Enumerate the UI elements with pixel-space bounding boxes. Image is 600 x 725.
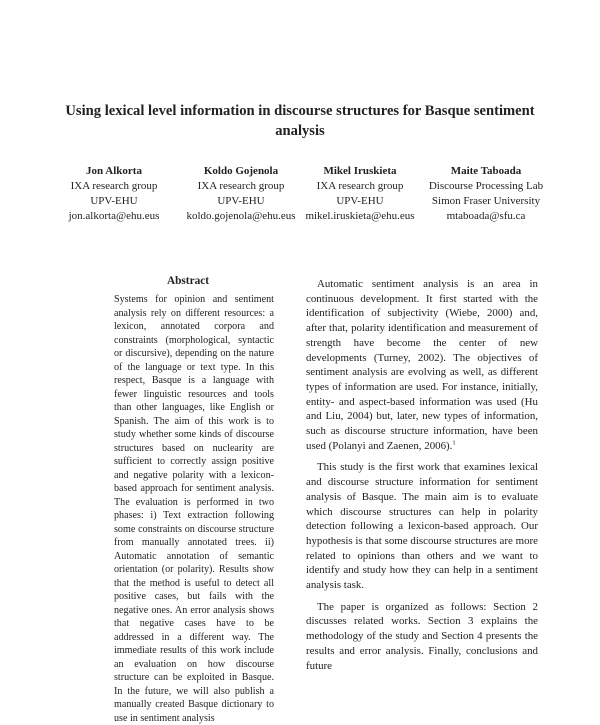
author-institution: Simon Fraser University bbox=[431, 195, 541, 207]
author-institution: UPV-EHU bbox=[336, 195, 384, 207]
abstract-heading: Abstract bbox=[166, 275, 210, 287]
footnote-mark: 1 bbox=[452, 439, 456, 447]
paper-title: Using lexical level information in discourse structures for Basque sentiment analysis bbox=[65, 103, 535, 139]
author-name: Maite Taboada bbox=[450, 165, 522, 177]
author-block-1 bbox=[56, 164, 172, 224]
author-email: koldo.gojenola@ehu.eus bbox=[186, 210, 296, 222]
author-affiliation: IXA research group bbox=[197, 180, 285, 192]
author-block-2 bbox=[178, 164, 304, 224]
author-email: jon.alkorta@ehu.eus bbox=[68, 210, 160, 222]
intro-paragraph-3: The paper is organized as follows: Section 2 discusses related works. Section 3 explains the methodology of the study and Section 4 presents the results and error analysis. Finally, conclusions and future bbox=[306, 600, 538, 672]
author-affiliation: Discourse Processing Lab bbox=[428, 180, 544, 192]
author-affiliation: IXA research group bbox=[316, 180, 404, 192]
abstract-text: Systems for opinion and sentiment analysis rely on different resources: a lexicon, annotated corpora and constraints (morphological, syntactic or discursive), depending on the nature of the language or text type. In this respect, Basque is a language with fewer linguistic resources and tools than other languages, like English or Spanish. The aim of this work is to study whether some kinds of discourse structures based on nuclearity are sufficient to correctly assign positive and negative polarity with a lexicon-based approach for sentiment analysis. The evaluation is performed in two phases: i) Text extraction following some constraints on discourse structure from manually annotated trees. ii) Automatic annotation of semantic orientation (or polarity). Results show that the method is useful to detect all positive cases, but fails with the negative ones. An error analysis shows that negative cases have to be addressed in a different way. The immediate results of this work include an evaluation on how discourse structure can be exploited in Basque. In the future, we will also publish a manually created Basque dictionary to use in sentiment analysis bbox=[114, 294, 274, 724]
intro-paragraph-1-text: Automatic sentiment analysis is an area in continuous development. It first started with the identification of subjectivity (Wiebe, 2000) and, after that, polarity identification and measurement of strength have become the center of new developments (Turney, 2002). The objectives of sentiment analysis are evolving as well, as different types of information are used. For instance, initially, entity- and aspect-based information was used (Hu and Liu, 2004) but, later, new types of information, such as discourse structure information, have been used (Polanyi and Zaenen, 2006). bbox=[306, 278, 538, 452]
author-name: Koldo Gojenola bbox=[203, 165, 279, 177]
intro-paragraph-2: This study is the first work that examines lexical and discourse structure information for sentiment analysis of Basque. The main aim is to evaluate which discourse structures can help in polarity detection following a lexicon-based approach. Our hypothesis is that some discourse structures are more related to opinions than others and we want to identify and study how they can help in a sentiment analysis task. bbox=[306, 461, 538, 592]
introduction-column bbox=[306, 277, 538, 680]
author-email: mikel.iruskieta@ehu.eus bbox=[305, 210, 415, 222]
author-institution: UPV-EHU bbox=[90, 195, 138, 207]
intro-paragraph-1 bbox=[306, 277, 538, 453]
author-email: mtaboada@sfu.ca bbox=[446, 210, 526, 222]
author-name: Jon Alkorta bbox=[86, 165, 142, 177]
author-name: Mikel Iruskieta bbox=[323, 165, 397, 177]
author-block-4 bbox=[416, 164, 556, 224]
author-affiliation: IXA research group bbox=[70, 180, 158, 192]
author-institution: UPV-EHU bbox=[217, 195, 265, 207]
author-block-3 bbox=[300, 164, 420, 224]
